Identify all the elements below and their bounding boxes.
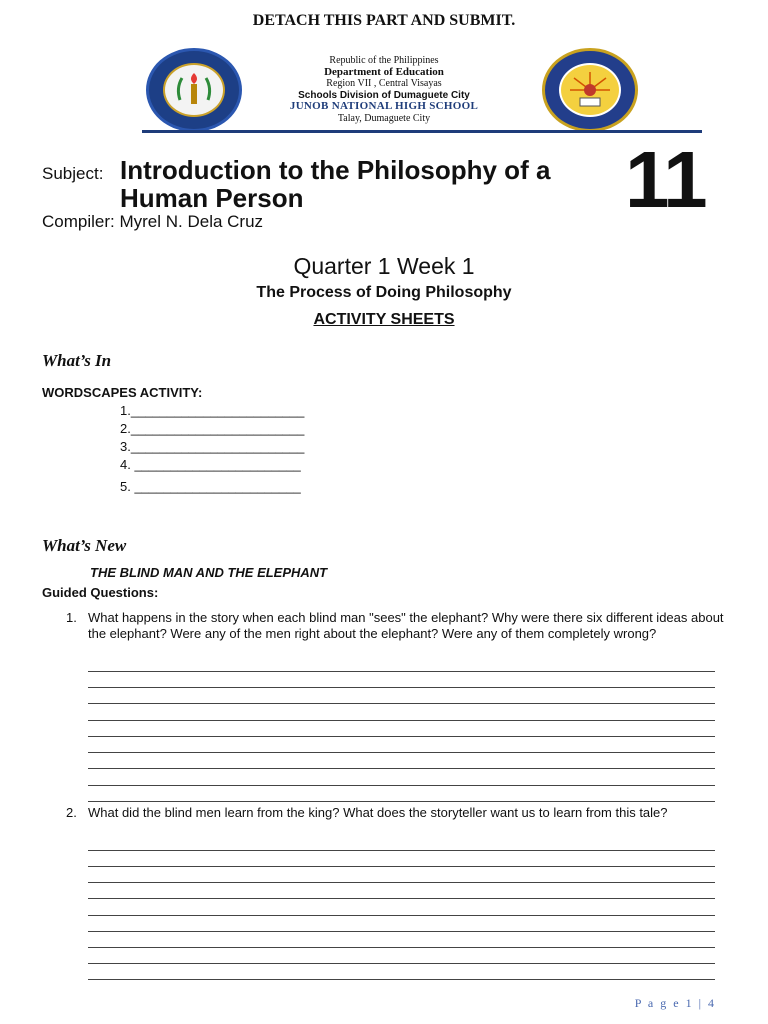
guided-questions-label: Guided Questions: bbox=[42, 585, 159, 600]
wordscapes-item-2[interactable]: 2.________________________ bbox=[120, 421, 305, 436]
answer-line[interactable] bbox=[88, 687, 715, 688]
answer-line[interactable] bbox=[88, 931, 715, 932]
quarter-week: Quarter 1 Week 1 bbox=[293, 253, 475, 279]
answer-line[interactable] bbox=[88, 720, 715, 721]
question-2-number: 2. bbox=[66, 805, 77, 820]
school-seal-logo bbox=[146, 48, 242, 132]
whats-in-heading: What’s In bbox=[42, 351, 112, 370]
compiler-name: Compiler: Myrel N. Dela Cruz bbox=[42, 212, 264, 231]
activity-sheets-title: ACTIVITY SHEETS bbox=[313, 311, 455, 328]
answer-line[interactable] bbox=[88, 768, 715, 769]
answer-line[interactable] bbox=[88, 801, 715, 802]
question-1-text: What happens in the story when each blind man "sees" the elephant? Why were there six different ideas about the elephant? Were any of the men right about the elephant? Were any of them completely wrong? bbox=[88, 610, 724, 641]
answer-line[interactable] bbox=[88, 850, 715, 851]
header-region: Region VII , Central Visayas bbox=[326, 78, 442, 89]
header-school-name: JUNOB NATIONAL HIGH SCHOOL bbox=[289, 100, 479, 112]
wordscapes-item-5[interactable]: 5. _______________________ bbox=[120, 479, 301, 494]
subject-title-line-2: Human Person bbox=[120, 183, 304, 213]
story-title: THE BLIND MAN AND THE ELEPHANT bbox=[90, 565, 328, 580]
division-seal-logo bbox=[542, 48, 638, 132]
torch-icon bbox=[172, 70, 216, 110]
header-republic: Republic of the Philippines bbox=[329, 55, 439, 66]
answer-line[interactable] bbox=[88, 979, 715, 980]
answer-line[interactable] bbox=[88, 671, 715, 672]
detach-notice: DETACH THIS PART AND SUBMIT. bbox=[252, 12, 516, 29]
question-1-number: 1. bbox=[66, 610, 77, 625]
header-divider bbox=[142, 130, 702, 133]
school-header bbox=[250, 55, 518, 124]
wordscapes-item-4[interactable]: 4. _______________________ bbox=[120, 457, 301, 472]
answer-line[interactable] bbox=[88, 866, 715, 867]
lesson-title: The Process of Doing Philosophy bbox=[256, 284, 512, 301]
answer-line[interactable] bbox=[88, 915, 715, 916]
wordscapes-item-1[interactable]: 1.________________________ bbox=[120, 403, 305, 418]
wordscapes-item-3[interactable]: 3.________________________ bbox=[120, 439, 305, 454]
subject-title bbox=[120, 156, 600, 212]
answer-line[interactable] bbox=[88, 963, 715, 964]
header-division: Schools Division of Dumaguete City bbox=[298, 89, 470, 101]
wordscapes-label: WORDSCAPES ACTIVITY: bbox=[42, 385, 203, 400]
header-department: Department of Education bbox=[324, 65, 444, 78]
grade-level: 11 bbox=[625, 135, 706, 224]
answer-line[interactable] bbox=[88, 752, 715, 753]
answer-line[interactable] bbox=[88, 898, 715, 899]
subject-label: Subject: bbox=[42, 164, 104, 183]
question-2-text: What did the blind men learn from the king? What does the storyteller want us to learn from this tale? bbox=[88, 805, 668, 820]
answer-line[interactable] bbox=[88, 882, 715, 883]
sunburst-icon bbox=[568, 70, 612, 110]
answer-line[interactable] bbox=[88, 947, 715, 948]
whats-new-heading: What’s New bbox=[42, 536, 127, 555]
answer-line[interactable] bbox=[88, 736, 715, 737]
subject-title-line-1: Introduction to the Philosophy of a bbox=[120, 155, 551, 185]
page-number: P a g e 1 | 4 bbox=[634, 996, 716, 1010]
header-address: Talay, Dumaguete City bbox=[337, 112, 431, 124]
answer-line[interactable] bbox=[88, 703, 715, 704]
answer-line[interactable] bbox=[88, 785, 715, 786]
